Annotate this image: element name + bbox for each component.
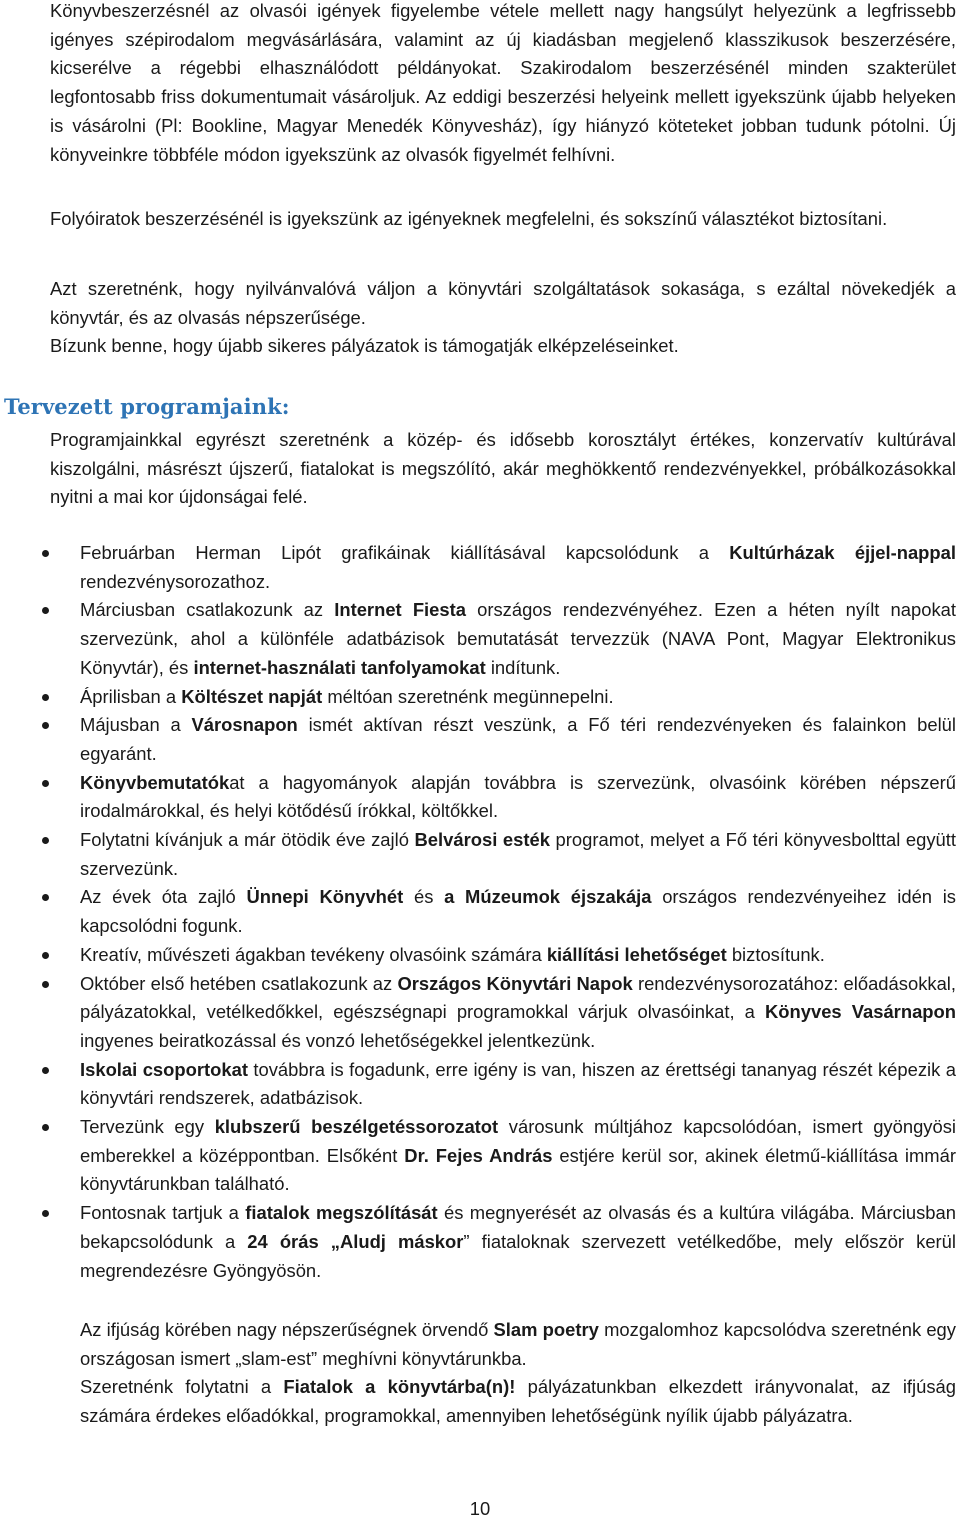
- paragraph-konyvbeszerzes: Könyvbeszerzésnél az olvasói igények figyelembe vétele mellett nagy hangsúlyt helyezünk a legfrissebb igényes szépirodalom megvásárlására, valamint az új kiadásban megjelenő klasszikusok beszerzésére, kicserélve a régebbi elhasználódott példányokat. Szakirodalom beszerzésénél minden szakterület legfontosabb friss dokumentumait vásároljuk. Az eddigi beszerzési helyeink mellett igyekszünk újabb helyeken is vásárolni (Pl: Bookline, Magyar Menedék Könyvesház), így hiányzó köteteket jobban tudunk pótolni. Új könyveinkre többféle módon igyekszünk az olvasók figyelmét felhívni.: [50, 0, 956, 165]
- list-item: [0, 1199, 956, 1285]
- text-segment: és: [403, 886, 445, 908]
- text-segment: pályázatunkban elkezdett irányvonalat, az ifjúság számára érdekes előadókkal, programokkal, amennyiben lehetőségünk nyílik újabb pályázatra.: [80, 1376, 957, 1426]
- bullet-dot-icon: [42, 550, 49, 557]
- paragraph-bizunk: Bízunk benne, hogy újabb sikeres pályázatok is támogatják elképzeléseinket.: [50, 335, 679, 356]
- text-segment: méltóan szeretnénk megünnepelni.: [322, 685, 614, 707]
- list-item: [0, 596, 956, 682]
- text-segment: Folytatni kívánjuk a már ötödik éve zajló: [80, 829, 415, 851]
- text-segment: Májusban a: [80, 714, 192, 736]
- bold-text: internet-használati tanfolyamokat: [193, 656, 486, 678]
- paragraph-slam-poetry: [80, 1316, 956, 1373]
- text-segment: országos rendezvényéhez. Ezen a héten nyílt napokat szervezünk, ahol a különféle adatbázisok bemutatását tervezzük (NAVA Pont, Magyar Elektronikus Könyvtár), és: [80, 599, 957, 678]
- text-segment: Fontosnak tartjuk a: [80, 1202, 246, 1224]
- list-item: [0, 711, 956, 768]
- text-segment: ismét aktívan részt veszünk, a Fő téri rendezvényeken és falainkon belül egyaránt.: [80, 714, 956, 764]
- text-segment: Tervezünk egy: [80, 1116, 215, 1138]
- text-segment: Szeretnénk folytatni a: [80, 1376, 284, 1397]
- list-item: [0, 941, 956, 970]
- bullet-dot-icon: [42, 837, 49, 844]
- text-segment: Márciusban csatlakozunk az: [80, 599, 335, 621]
- list-item: [0, 1113, 956, 1199]
- bold-text: Országos Könyvtári Napok: [397, 972, 633, 994]
- list-item-text: [80, 1199, 956, 1285]
- text-segment: rendezvénysorozatához: előadásokkal, pályázatokkal, vetélkedőkkel, egészségnapi programokkal várjuk olvasóinkat, a: [80, 972, 957, 1023]
- text-segment: Áprilisban a: [80, 685, 182, 707]
- text-segment: és megnyerését az olvasás és a kultúra világába. Márciusban bekapcsolódunk a: [80, 1202, 956, 1252]
- bullet-dot-icon: [42, 607, 49, 614]
- bold-text: Iskolai csoportokat: [80, 1058, 248, 1080]
- text-segment: Az évek óta zajló: [80, 886, 247, 908]
- bold-text: Városnapon: [191, 714, 298, 736]
- text-segment: indítunk.: [485, 656, 561, 678]
- list-item: [0, 826, 956, 883]
- paragraph-fiatalok-a-konyvtarba: [80, 1373, 956, 1430]
- section-intro: Programjainkkal egyrészt szeretnénk a közép- és idősebb korosztályt értékes, konzervatív kultúrával kiszolgálni, másrészt újszerű, fiatalokat is megszólító, akár meghökkentő rendezvényekkel, próbálkozásokkal nyitni a mai kor újdonságai felé.: [50, 429, 956, 508]
- text-segment: Az ifjúság körében nagy népszerűségnek örvendő: [80, 1319, 494, 1340]
- bold-text: Kultúrházak éjjel-nappal: [729, 542, 956, 563]
- bullet-dot-icon: [42, 1124, 49, 1131]
- text-segment: Kreatív, művészeti ágakban tevékeny olvasóink számára: [80, 943, 547, 965]
- list-item-text: [80, 539, 956, 596]
- bullet-dot-icon: [42, 694, 49, 701]
- section-heading: Tervezett programjaink:: [4, 394, 290, 419]
- bold-text: Internet Fiesta: [334, 599, 466, 621]
- text-segment: programot, melyet a Fő téri könyvesbolttal együtt szervezünk.: [80, 829, 957, 879]
- bullet-dot-icon: [42, 1067, 49, 1074]
- bold-text: Fiatalok a könyvtárba(n)!: [283, 1376, 516, 1397]
- text-segment: mozgalomhoz kapcsolódva szeretnénk egy országosan ismert „slam-est” meghívni könyvtárunkba.: [80, 1319, 956, 1369]
- list-item: [0, 539, 956, 596]
- list-item-text: [80, 883, 956, 940]
- list-item: [0, 1056, 956, 1113]
- list-item-text: [80, 683, 956, 712]
- text-segment: rendezvénysorozathoz.: [80, 570, 271, 592]
- text-segment: biztosítunk.: [726, 943, 825, 965]
- bold-text: Belvárosi esték: [414, 829, 550, 851]
- list-item: [0, 683, 956, 712]
- bullet-dot-icon: [42, 981, 49, 988]
- paragraph-szolgaltatasok: Azt szeretnénk, hogy nyilvánvalóvá váljon a könyvtári szolgáltatások sokasága, s ezáltal növekedjék a könyvtár, és az olvasás népszerűsége.: [50, 278, 956, 328]
- page-number: 10: [469, 1498, 491, 1519]
- bold-text: klubszerű beszélgetéssorozatot: [214, 1116, 499, 1138]
- bold-text: Könyves Vasárnapon: [765, 1001, 957, 1023]
- list-item-text: [80, 970, 956, 1056]
- bold-text: kiállítási lehetőséget: [546, 943, 727, 965]
- list-item-text: [80, 1113, 956, 1199]
- bold-text: Slam poetry: [493, 1319, 599, 1340]
- bold-text: fiatalok megszólítását: [245, 1202, 438, 1224]
- bold-text: Dr. Fejes András: [404, 1144, 553, 1166]
- list-item: [0, 769, 956, 826]
- list-item-text: [80, 941, 956, 970]
- bold-text: Könyvbemutatók: [80, 771, 230, 793]
- bullet-dot-icon: [42, 952, 49, 959]
- bullet-dot-icon: [42, 894, 49, 901]
- program-list: [0, 539, 956, 1285]
- list-item-text: [80, 826, 956, 883]
- list-item-text: [80, 1056, 956, 1113]
- list-item-text: [80, 596, 956, 682]
- text-segment: ingyenes beiratkozással és vonzó lehetőségekkel jelentkezünk.: [80, 1029, 596, 1051]
- text-segment: Februárban Herman Lipót grafikáinak kiállításával kapcsolódunk a: [80, 542, 730, 563]
- bold-text: 24 órás „Aludj máskor: [247, 1230, 464, 1252]
- bold-text: Ünnepi Könyvhét: [246, 886, 404, 908]
- list-item-text: [80, 769, 956, 826]
- text-segment: estjére kerül sor, akinek életmű-kiállítása immár könyvtárunkban található.: [80, 1144, 956, 1195]
- text-segment: ” fiataloknak szervezett vetélkedőbe, mely először kerül megrendezésre Gyöngyösön.: [80, 1230, 956, 1281]
- text-segment: Október első hetében csatlakozunk az: [80, 972, 398, 994]
- text-segment: országos rendezvényeihez idén is kapcsolódni fogunk.: [80, 886, 956, 937]
- text-segment: továbbra is fogadunk, erre igény is van, hiszen az érettségi tananyag részét képezik a könyvtári rendszerek, adatbázisok.: [80, 1058, 956, 1109]
- list-item: [0, 970, 956, 1056]
- list-item: [0, 883, 956, 940]
- bold-text: Költészet napját: [181, 685, 323, 707]
- bullet-dot-icon: [42, 1210, 49, 1217]
- bullet-dot-icon: [42, 722, 49, 729]
- paragraph-folyoiratok: Folyóiratok beszerzésénél is igyekszünk az igényeknek megfelelni, és sokszínű választékot biztosítani.: [50, 208, 888, 229]
- list-item-text: [80, 711, 956, 768]
- text-segment: at a hagyományok alapján továbbra is szervezünk, olvasóink körében népszerű irodalmárokkal, és helyi kötődésű írókkal, költőkkel.: [80, 771, 956, 822]
- bold-text: a Múzeumok éjszakája: [444, 886, 652, 908]
- text-segment: városunk múltjához kapcsolódóan, ismert gyöngyösi emberekkel a középpontban. Elsőként: [80, 1116, 957, 1166]
- bullet-dot-icon: [42, 780, 49, 787]
